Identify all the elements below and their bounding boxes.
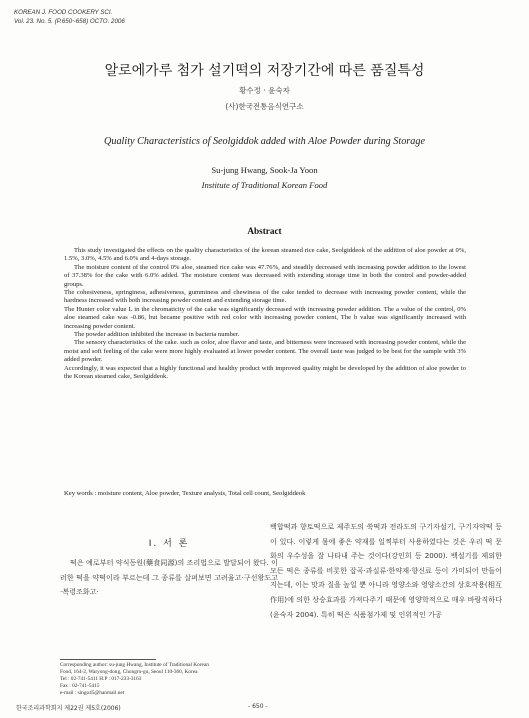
english-title: Quality Characteristics of Seolgiddok added with Aloe Powder during Storage bbox=[104, 136, 425, 147]
english-authors: Su-jung Hwang, Sook-Ja Yoon bbox=[211, 165, 318, 175]
correspondence-line: Corresponding author: su-jung Hwang, Institute of Traditional Korean bbox=[60, 662, 209, 668]
abstract-paragraph: The powder addition inhibited the increase in bacteria number. bbox=[74, 331, 240, 339]
korean-institute: (사)한국전통음식연구소 bbox=[225, 102, 304, 111]
footer-journal: 한국조리과학회지 제22권 제5호(2006) bbox=[16, 705, 121, 712]
journal-header bbox=[14, 9, 125, 26]
abstract-paragraph: The cohesiveness, springiness, adhesiveness, gumminess and chewiness of the cake tended to decrease with increasing powder content, while the hardness increased with both increasing powder content and extending storage time. bbox=[64, 289, 466, 305]
abstract-paragraph: The sensory characteristics of the cake. such as color, aloe flavor and taste, and bitterness were increased with increasing powder content, while the moist and soft feeling of the cake were more highly evaluated at lower powder content. The overall taste was judged to be best for the sample with 3% added powder. bbox=[64, 339, 466, 364]
journal-volume: Vol. 23. No. 5. (P.650~658) OCTO. 2006 bbox=[14, 17, 125, 25]
body-paragraph: 백합떡과 향토떡으로 제주도의 쑥떡과 전라도의 구기자설기, 구기자약떡 등이 있다. 이렇게 몸에 좋은 약재를 일찍부터 사용하였다는 것은 우리 떡 문화의 우수성을 잘 나타내 주는 것이다(강인희 등 2000). 백설기를 제외한 모든 떡은 종류를 비롯한 잡곡·과실류·한약재·향신료 등이 가미되어 만들어지는데, 이는 맛과 질을 높일 뿐 아니라 영양소와 영양소간의 상호작용(相互作用)에 의한 상승효과를 가져다주기 때문에 영양학적으로 매우 바람직하다(윤숙자 2004). 특히 떡은 식품첨가제 및 인위적인 가공 bbox=[270, 522, 502, 619]
journal-name: KOREAN J. FOOD COOKERY SCI. bbox=[14, 9, 113, 16]
korean-title: 알로에가루 첨가 설기떡의 저장기간에 따른 품질특성 bbox=[104, 63, 425, 79]
body-column-right bbox=[270, 520, 502, 622]
body-paragraph: 떡은 예로부터 약식동원(藥食同源)의 조리법으로 발달되어 왔다. 이러한 떡을 약떡이라 부르는데 그 종류를 살펴보면 고려율고·구선왕도고·복령조화고· bbox=[60, 558, 278, 597]
english-institute: Institute of Traditional Korean Food bbox=[201, 180, 328, 190]
abstract-paragraph: The moisture content of the control 0% aloe, steamed rice cake was 47.76%, and steadily decreased with increasing powder addition to the lowest of 37.38% for the cake with 6.0% added. The moisture content was decreased with extending storage time in both the control and powder-added groups. bbox=[64, 263, 466, 288]
section-heading-introduction: Ⅰ. 서 론 bbox=[148, 539, 190, 549]
abstract-heading: Abstract bbox=[247, 226, 282, 236]
correspondence-line: Food, 164-2, Waryong-dong, Chongro-gu, Seoul 110-360, Korea bbox=[60, 668, 198, 675]
abstract-paragraph: Accordingly, it was expected that a highly functional and healthy product with improved quality might be developed by the addition of aloe powder to the Korean steamed cake, Seolgiddeok. bbox=[64, 364, 466, 381]
abstract-paragraph: The Hunter color value L in the chromaticity of the cake was significantly decreased with increasing powder addition. The a value of the control, 0% aloe steamed cake was -0.86, but became positive with red color with increasing powder content, The b value was significantly increased with increasing powder content. bbox=[64, 305, 466, 330]
keywords-line: Key words : moisture content, Aloe powder, Texture analysis, Total cell count, Seolgiddeok bbox=[64, 490, 306, 497]
abstract-body bbox=[64, 247, 466, 382]
correspondence-note bbox=[60, 662, 280, 697]
abstract-paragraph: This study investigated the effects on the qualtiy characteristics of the korean steamed rice cake, Seolgiddeok of the addition of aloe powder at 0%, 1.5%, 3.0%, 4.5% and 6.0% and 4-days storage. bbox=[64, 247, 466, 263]
correspondence-line: e-mail : singo45@hanmail.net bbox=[60, 689, 125, 696]
correspondence-line: Tel : 02-741-5411 H.P : 017-233-3163 bbox=[60, 675, 142, 682]
footnote-rule bbox=[60, 659, 156, 660]
correspondence-line: Fax : 02-741-5415 bbox=[60, 682, 100, 689]
body-column-left bbox=[60, 556, 278, 600]
page-number: - 650 - bbox=[248, 703, 268, 710]
korean-authors: 황수정 · 윤숙자 bbox=[239, 86, 290, 95]
